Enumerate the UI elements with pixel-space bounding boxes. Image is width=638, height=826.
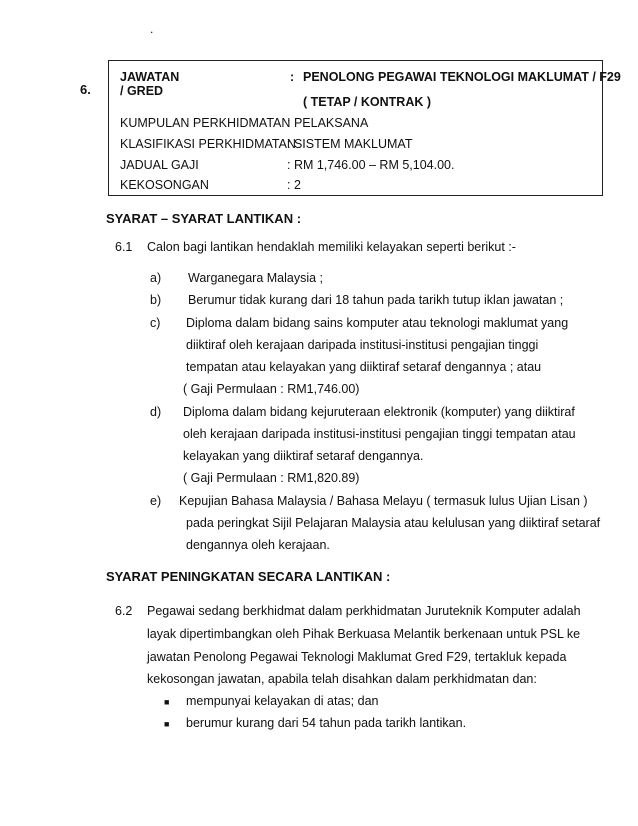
section-number: 6. bbox=[80, 82, 91, 97]
jadual-value: : RM 1,746.00 – RM 5,104.00. bbox=[287, 158, 455, 172]
item-e-line2: pada peringkat Sijil Pelajaran Malaysia atau kelulusan yang diiktiraf setaraf bbox=[186, 516, 601, 530]
klasifikasi-value: : SISTEM MAKLUMAT bbox=[287, 137, 413, 151]
bullet-2-text: berumur kurang dari 54 tahun pada tarikh lantikan. bbox=[186, 716, 467, 730]
jawatan-label: JAWATAN / GRED bbox=[120, 70, 180, 98]
item-e-line3: dengannya oleh kerajaan. bbox=[186, 538, 330, 552]
item-e-line1: Kepujian Bahasa Malaysia / Bahasa Melayu ( termasuk lulus Ujian Lisan ) bbox=[179, 494, 588, 508]
item-d-line2: oleh kerajaan daripada institusi-institusi pengajian tinggi tempatan atau bbox=[183, 427, 576, 441]
page-dot: . bbox=[150, 22, 154, 36]
clause-6-2-number: 6.2 bbox=[115, 604, 133, 618]
item-a-text: Warganegara Malaysia ; bbox=[188, 271, 324, 285]
kumpulan-label: KUMPULAN PERKHIDMATAN bbox=[120, 116, 291, 130]
item-c-line2: diiktiraf oleh kerajaan daripada institusi-institusi pengajian tinggi bbox=[186, 338, 539, 352]
item-d-line1: Diploma dalam bidang kejuruteraan elektronik (komputer) yang diiktiraf bbox=[183, 405, 575, 419]
job-info-box bbox=[108, 60, 621, 196]
item-a-label: a) bbox=[150, 271, 162, 285]
clause-6-2-line3: jawatan Penolong Pegawai Teknologi Maklumat Gred F29, tertakluk kepada bbox=[147, 650, 567, 664]
klasifikasi-label: KLASIFIKASI PERKHIDMATAN bbox=[120, 137, 296, 151]
item-c-line3: tempatan atau kelayakan yang diiktiraf setaraf dengannya ; atau bbox=[186, 360, 542, 374]
syarat-peningkatan-heading: SYARAT PENINGKATAN SECARA LANTIKAN : bbox=[106, 569, 391, 584]
item-d-line4: ( Gaji Permulaan : RM1,820.89) bbox=[183, 471, 360, 485]
clause-6-2-line2: layak dipertimbangkan oleh Pihak Berkuasa Melantik berkenaan untuk PSL ke bbox=[147, 627, 581, 641]
syarat-lantikan-heading: SYARAT – SYARAT LANTIKAN : bbox=[106, 211, 302, 226]
clause-6-2-line4: kekosongan jawatan, apabila telah disahkan dalam perkhidmatan dan: bbox=[147, 672, 537, 686]
item-b-label: b) bbox=[150, 293, 162, 307]
jawatan-value-line1: PENOLONG PEGAWAI TEKNOLOGI MAKLUMAT / F29 bbox=[303, 70, 621, 84]
item-d-line3: kelayakan yang diiktiraf setaraf dengannya. bbox=[183, 449, 424, 463]
kekosongan-label: KEKOSONGAN bbox=[120, 178, 209, 192]
clause-6-2-line1: Pegawai sedang berkhidmat dalam perkhidmatan Juruteknik Komputer adalah bbox=[147, 604, 581, 618]
jawatan-colon: : bbox=[290, 70, 295, 84]
bullet-1-text: mempunyai kelayakan di atas; dan bbox=[186, 694, 379, 708]
bullet-square-icon: ■ bbox=[164, 719, 170, 729]
clause-6-1-number: 6.1 bbox=[115, 240, 133, 254]
clause-6-1-text: Calon bagi lantikan hendaklah memiliki kelayakan seperti berikut :- bbox=[147, 240, 516, 254]
kumpulan-value: : PELAKSANA bbox=[287, 116, 369, 130]
item-c-line1: Diploma dalam bidang sains komputer atau teknologi maklumat yang bbox=[186, 316, 569, 330]
jadual-label: JADUAL GAJI bbox=[120, 158, 199, 172]
jawatan-value-line2: ( TETAP / KONTRAK ) bbox=[303, 95, 432, 109]
bullet-square-icon: ■ bbox=[164, 697, 170, 707]
item-d-label: d) bbox=[150, 405, 162, 419]
item-b-text: Berumur tidak kurang dari 18 tahun pada tarikh tutup iklan jawatan ; bbox=[188, 293, 564, 307]
item-e-label: e) bbox=[150, 494, 162, 508]
item-c-line4: ( Gaji Permulaan : RM1,746.00) bbox=[183, 382, 360, 396]
kekosongan-value: : 2 bbox=[287, 178, 301, 192]
item-c-label: c) bbox=[150, 316, 161, 330]
